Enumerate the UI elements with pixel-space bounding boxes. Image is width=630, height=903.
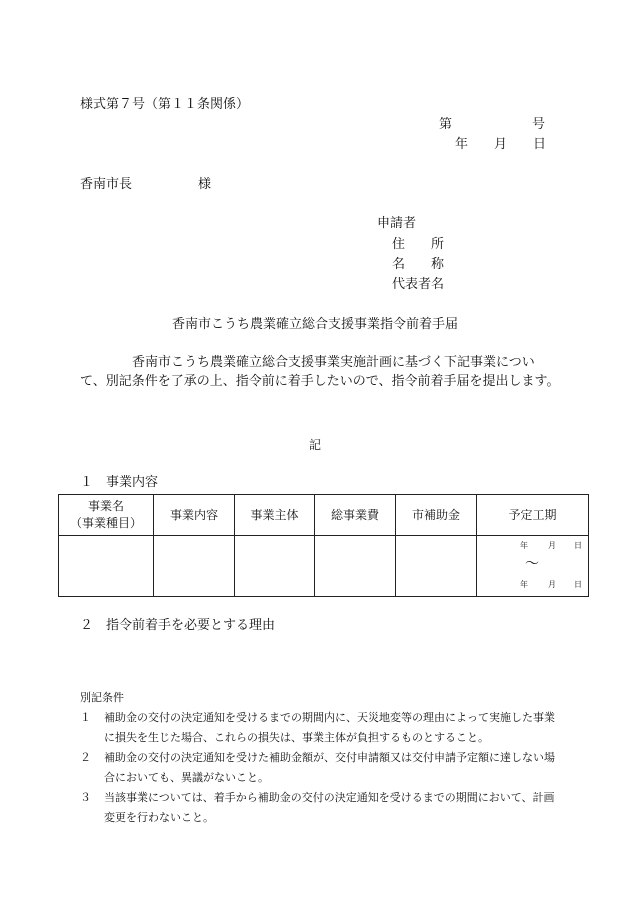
cell-schedule [477, 536, 589, 597]
cell-project-owner [235, 536, 315, 597]
name-label-char-1: 名 [392, 257, 406, 272]
representative-label: 代表者名 [392, 277, 445, 292]
end-year-label: 年 [520, 580, 528, 589]
document-number-prefix: 第 [439, 117, 453, 132]
date-year-label: 年 [455, 137, 469, 152]
start-month-label: 月 [548, 541, 556, 550]
col-total-cost: 総事業費 [315, 495, 396, 536]
document-title: 香南市こうち農業確立総合支援事業指令前着手届 [171, 317, 458, 332]
section2-heading: ２ 指令前着手を必要とする理由 [80, 618, 276, 633]
condition-item [80, 708, 560, 748]
section1-heading: １ 事業内容 [80, 475, 159, 490]
address-label-char-2: 所 [431, 237, 445, 252]
col-project-content: 事業内容 [154, 495, 235, 536]
condition-item [80, 748, 560, 788]
condition-text: 補助金の交付の決定通知を受けるまでの期間内に、天災地変等の理由によって実施した事業に損失を生じた場合、これらの損失は、事業主体が負担するものとすること。 [104, 711, 555, 744]
col-project-name-line2: （事業種目） [69, 516, 142, 530]
col-project-name-line1: 事業名 [87, 499, 124, 513]
col-project-name [59, 495, 154, 536]
name-label-char-2: 称 [431, 257, 445, 272]
date-day-label: 日 [533, 137, 547, 152]
address-label-char-1: 住 [392, 237, 406, 252]
date-month-label: 月 [494, 137, 508, 152]
condition-item [80, 788, 560, 828]
condition-text: 当該事業については、着手から補助金の交付の決定通知を受けるまでの期間において、計画変更を行わないこと。 [104, 791, 555, 824]
address-label [392, 237, 444, 253]
condition-text: 補助金の交付の決定通知を受けた補助金額が、交付申請額又は交付申請予定額に達しない場合においても、異議がないこと。 [104, 751, 555, 784]
document-number-suffix: 号 [532, 117, 546, 132]
form-number: 様式第７号（第１１条関係） [80, 97, 250, 112]
condition-number: ２ [80, 751, 91, 764]
project-table [58, 494, 589, 597]
condition-number: １ [80, 711, 91, 724]
col-city-subsidy: 市補助金 [396, 495, 477, 536]
end-day-label: 日 [574, 580, 582, 589]
addressee-name: 香南市長 [80, 177, 133, 192]
cell-total-cost [315, 536, 396, 597]
body-paragraph: 香南市こうち農業確立総合支援事業実施計画に基づく下記事業について、別記条件を了承の上、指令前に着手したいので、指令前着手届を提出します。 [80, 355, 560, 389]
start-year-label: 年 [520, 541, 528, 550]
schedule-tilde: ～ [525, 556, 539, 572]
table-row [59, 536, 589, 597]
start-day-label: 日 [574, 541, 582, 550]
col-project-owner: 事業主体 [235, 495, 315, 536]
end-month-label: 月 [548, 580, 556, 589]
conditions-heading: 別記条件 [80, 691, 124, 704]
ki-mark: 記 [308, 438, 321, 452]
cell-city-subsidy [396, 536, 477, 597]
name-label [392, 257, 444, 273]
table-header-row [59, 495, 589, 536]
cell-project-name [59, 536, 154, 597]
col-schedule: 予定工期 [477, 495, 589, 536]
cell-project-content [154, 536, 235, 597]
condition-number: ３ [80, 791, 91, 804]
addressee-honorific: 様 [198, 177, 212, 192]
applicant-label: 申請者 [377, 216, 417, 231]
